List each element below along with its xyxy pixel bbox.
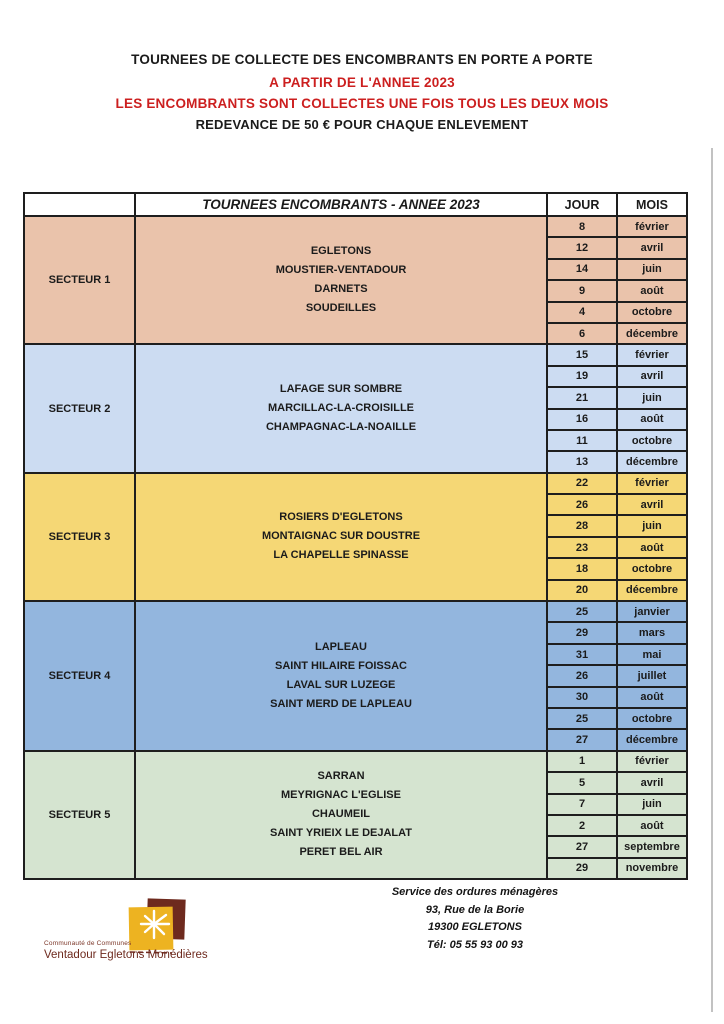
mois-cell: juin (617, 794, 687, 815)
jour-cell: 12 (547, 237, 617, 258)
mois-cell: février (617, 473, 687, 494)
cities-cell (135, 216, 547, 344)
mois-cell: août (617, 687, 687, 708)
jour-cell: 20 (547, 580, 617, 601)
jour-cell: 21 (547, 387, 617, 408)
logo-small-text: Communauté de Communes (44, 940, 132, 947)
city-line: MOUSTIER-VENTADOUR (275, 264, 407, 277)
secteur-label: SECTEUR 5 (24, 751, 135, 879)
header-title: TOURNEES DE COLLECTE DES ENCOMBRANTS EN PORTE A PORTE (131, 52, 593, 67)
contact-service: Service des ordures ménagères (391, 886, 559, 898)
contact-block (330, 884, 620, 954)
mois-cell: février (617, 344, 687, 365)
city-line: SAINT HILAIRE FOISSAC (274, 659, 407, 672)
jour-cell: 14 (547, 259, 617, 280)
mois-cell: août (617, 537, 687, 558)
header-fee: REDEVANCE DE 50 € POUR CHAQUE ENLEVEMENT (195, 117, 529, 132)
jour-cell: 18 (547, 558, 617, 579)
mois-cell: janvier (617, 601, 687, 622)
table-row (24, 216, 687, 237)
mois-cell: octobre (617, 302, 687, 323)
city-line: CHAUMEIL (311, 808, 371, 821)
jour-cell: 31 (547, 644, 617, 665)
cities-cell (135, 601, 547, 751)
city-line: MONTAIGNAC SUR DOUSTRE (261, 530, 421, 543)
schedule-table-wrap (23, 192, 688, 880)
jour-cell: 29 (547, 858, 617, 879)
mois-cell: avril (617, 494, 687, 515)
city-line: ROSIERS D'EGLETONS (279, 511, 403, 524)
jour-cell: 15 (547, 344, 617, 365)
secteur-label: SECTEUR 3 (24, 473, 135, 601)
header-subtitle: A PARTIR DE L'ANNEE 2023 (269, 75, 455, 90)
secteur-label: SECTEUR 4 (24, 601, 135, 751)
jour-cell: 26 (547, 665, 617, 686)
jour-cell: 30 (547, 687, 617, 708)
mois-cell: juin (617, 515, 687, 536)
schedule-table (23, 192, 688, 880)
city-line: SAINT MERD DE LAPLEAU (270, 697, 412, 710)
city-line: EGLETONS (310, 245, 372, 258)
city-line: SARRAN (317, 770, 365, 783)
city-line: CHAMPAGNAC-LA-NOAILLE (265, 421, 417, 434)
mois-cell: décembre (617, 451, 687, 472)
city-line: LA CHAPELLE SPINASSE (273, 549, 409, 562)
mois-cell: décembre (617, 323, 687, 344)
table-header-row (24, 193, 687, 216)
secteur-label: SECTEUR 2 (24, 344, 135, 472)
document-header (0, 52, 724, 132)
mois-cell: août (617, 815, 687, 836)
secteur-label: SECTEUR 1 (24, 216, 135, 344)
mois-cell: décembre (617, 729, 687, 750)
mois-cell: octobre (617, 558, 687, 579)
jour-cell: 2 (547, 815, 617, 836)
contact-phone: Tél: 05 55 93 00 93 (426, 938, 523, 951)
mois-cell: avril (617, 366, 687, 387)
jour-cell: 28 (547, 515, 617, 536)
mois-cell: décembre (617, 580, 687, 601)
jour-cell: 22 (547, 473, 617, 494)
mois-cell: juillet (617, 665, 687, 686)
jour-cell: 26 (547, 494, 617, 515)
jour-cell: 11 (547, 430, 617, 451)
contact-street: 93, Rue de la Borie (425, 903, 525, 916)
mois-cell: octobre (617, 708, 687, 729)
mois-cell: juin (617, 259, 687, 280)
jour-cell: 8 (547, 216, 617, 237)
mois-cell: avril (617, 772, 687, 793)
column-header-jour: JOUR (547, 193, 617, 216)
mois-cell: février (617, 216, 687, 237)
document-footer (0, 880, 724, 990)
table-row (24, 601, 687, 622)
jour-cell: 5 (547, 772, 617, 793)
jour-cell: 7 (547, 794, 617, 815)
jour-cell: 9 (547, 280, 617, 301)
mois-cell: février (617, 751, 687, 772)
cities-cell (135, 344, 547, 472)
mois-cell: juin (617, 387, 687, 408)
mois-cell: octobre (617, 430, 687, 451)
mois-cell: août (617, 409, 687, 430)
jour-cell: 16 (547, 409, 617, 430)
cities-cell (135, 473, 547, 601)
jour-cell: 6 (547, 323, 617, 344)
mois-cell: mai (617, 644, 687, 665)
table-row (24, 473, 687, 494)
mois-cell: novembre (617, 858, 687, 879)
cities-cell (135, 751, 547, 879)
jour-cell: 4 (547, 302, 617, 323)
table-row (24, 344, 687, 365)
mois-cell: août (617, 280, 687, 301)
city-line: PERET BEL AIR (299, 846, 383, 859)
jour-cell: 13 (547, 451, 617, 472)
city-line: LAPLEAU (315, 640, 367, 653)
mois-cell: avril (617, 237, 687, 258)
jour-cell: 27 (547, 836, 617, 857)
table-row (24, 751, 687, 772)
city-line: LAFAGE SUR SOMBRE (279, 383, 403, 396)
logo-big-text: Ventadour Egletons Monédières (44, 949, 208, 961)
header-notice: LES ENCOMBRANTS SONT COLLECTES UNE FOIS TOUS LES DEUX MOIS (115, 96, 609, 111)
city-line: LAVAL SUR LUZEGE (286, 678, 396, 691)
table-title: TOURNEES ENCOMBRANTS - ANNEE 2023 (135, 193, 547, 216)
jour-cell: 29 (547, 622, 617, 643)
column-header-mois: MOIS (617, 193, 687, 216)
jour-cell: 1 (547, 751, 617, 772)
contact-city: 19300 EGLETONS (428, 921, 522, 933)
mois-cell: septembre (617, 836, 687, 857)
city-line: MEYRIGNAC L'EGLISE (281, 789, 401, 802)
city-line: SOUDEILLES (305, 302, 377, 315)
jour-cell: 27 (547, 729, 617, 750)
city-line: DARNETS (314, 283, 368, 296)
jour-cell: 23 (547, 537, 617, 558)
jour-cell: 25 (547, 601, 617, 622)
city-line: MARCILLAC-LA-CROISILLE (267, 402, 415, 415)
city-line: SAINT YRIEIX LE DEJALAT (269, 827, 412, 840)
blank-corner-cell (24, 193, 135, 216)
jour-cell: 25 (547, 708, 617, 729)
mois-cell: mars (617, 622, 687, 643)
jour-cell: 19 (547, 366, 617, 387)
